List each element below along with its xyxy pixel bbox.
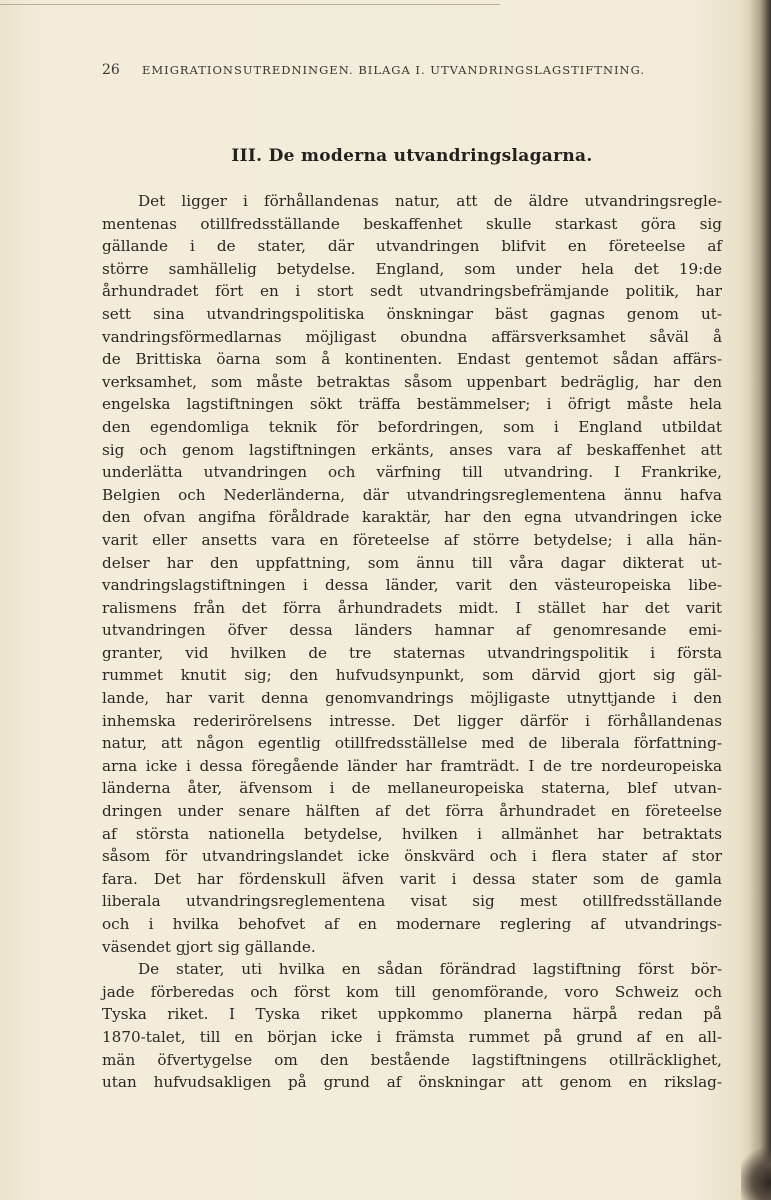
text-line: natur, att någon egentlig otillfredsställelse med de liberala författning-: [102, 734, 722, 753]
text-line: 1870-talet, till en början icke i främsta rummet på grund af en all-: [102, 1027, 722, 1046]
text-line: män öfvertygelse om den bestående lagstiftningens otillräcklighet,: [102, 1050, 722, 1069]
text-line: gällande i de stater, där utvandringen blifvit en företeelse af: [102, 237, 722, 256]
text-line: vandringsförmedlarnas möjligast obundna affärsverksamhet såväl å: [102, 327, 722, 346]
text-line: af största nationella betydelse, hvilken i allmänhet har betraktats: [102, 824, 722, 843]
text-line: liberala utvandringsreglementena visat sig mest otillfredsställande: [102, 892, 722, 911]
body-text: [102, 190, 722, 1094]
text-line: utvandringen öfver dessa länders hamnar af genomresande emi-: [102, 621, 722, 640]
text-line: mentenas otillfredsställande beskaffenhet skulle starkast göra sig: [102, 214, 722, 233]
text-line: jade förberedas och först kom till genomförande, voro Schweiz och: [102, 982, 722, 1001]
text-line: Tyska riket. I Tyska riket uppkommo planerna härpå redan på: [102, 1005, 722, 1024]
text-line: varit eller ansetts vara en företeelse af större betydelse; i alla hän-: [102, 530, 722, 549]
text-line: vandringslagstiftningen i dessa länder, varit den västeuropeiska libe-: [102, 576, 722, 595]
text-line: de Brittiska öarna som å kontinenten. Endast gentemot sådan affärs-: [102, 350, 722, 369]
text-line: Det ligger i förhållandenas natur, att de äldre utvandringsregle-: [138, 192, 722, 210]
page-corner-stain: [741, 1140, 771, 1200]
running-header: [102, 62, 702, 82]
text-line: större samhällelig betydelse. England, som under hela det 19:de: [102, 259, 722, 278]
text-line: dringen under senare hälften af det förra århundradet en företeelse: [102, 802, 722, 821]
text-line: inhemska rederirörelsens intresse. Det ligger därför i förhållandenas: [102, 711, 722, 730]
text-line: länderna åter, äfvensom i de mellaneuropeiska staterna, blef utvan-: [102, 779, 722, 798]
text-line: De stater, uti hvilka en sådan förändrad lagstiftning först bör-: [138, 960, 722, 979]
text-line: delser har den uppfattning, som ännu till våra dagar dikterat ut-: [102, 553, 722, 572]
text-line: granter, vid hvilken de tre staternas utvandringspolitik i första: [102, 643, 722, 662]
section-title: III. De moderna utvandringslagarna.: [231, 146, 593, 166]
text-line: ralismens från det förra århundradets midt. I stället har det varit: [102, 598, 722, 617]
text-line: sett sina utvandringspolitiska önskningar bäst gagnas genom ut-: [102, 304, 722, 323]
text-line: den egendomliga teknik för befordringen, som i England utbildat: [102, 417, 722, 436]
text-line: rummet knutit sig; den hufvudsynpunkt, som därvid gjort sig gäl-: [102, 666, 722, 685]
text-line: Belgien och Nederländerna, där utvandringsreglementena ännu hafva: [102, 485, 722, 504]
text-line: verksamhet, som måste betraktas såsom uppenbart bedräglig, har den: [102, 372, 722, 391]
text-line: den ofvan angifna föråldrade karaktär, har den egna utvandringen icke: [102, 508, 722, 527]
text-line: såsom för utvandringslandet icke önskvärd och i flera stater af stor: [102, 847, 722, 866]
text-line: underlätta utvandringen och värfning till utvandring. I Frankrike,: [102, 463, 722, 482]
text-line: århundradet fört en i stort sedt utvandringsbefrämjande politik, har: [102, 282, 722, 301]
text-line: fara. Det har fördenskull äfven varit i dessa stater som de gamla: [102, 869, 722, 888]
text-line: sig och genom lagstiftningen erkänts, anses vara af beskaffenhet att: [102, 440, 722, 459]
page-number: 26: [102, 62, 120, 78]
text-line: väsendet gjort sig gällande.: [102, 937, 316, 956]
running-title: EMIGRATIONSUTREDNINGEN. BILAGA I. UTVANDRINGSLAGSTIFTNING.: [142, 63, 646, 77]
text-line: utan hufvudsakligen på grund af önskningar att genom en rikslag-: [102, 1073, 722, 1092]
text-line: arna icke i dessa föregående länder har framträdt. I de tre nordeuropeiska: [102, 756, 722, 775]
top-edge-rule: [0, 4, 500, 5]
text-line: engelska lagstiftningen sökt träffa bestämmelser; i öfrigt måste hela: [102, 395, 722, 414]
text-line: lande, har varit denna genomvandrings möjligaste utnyttjande i den: [102, 689, 722, 708]
binding-shadow: [749, 0, 771, 1200]
text-line: och i hvilka behofvet af en modernare reglering af utvandrings-: [102, 915, 722, 933]
